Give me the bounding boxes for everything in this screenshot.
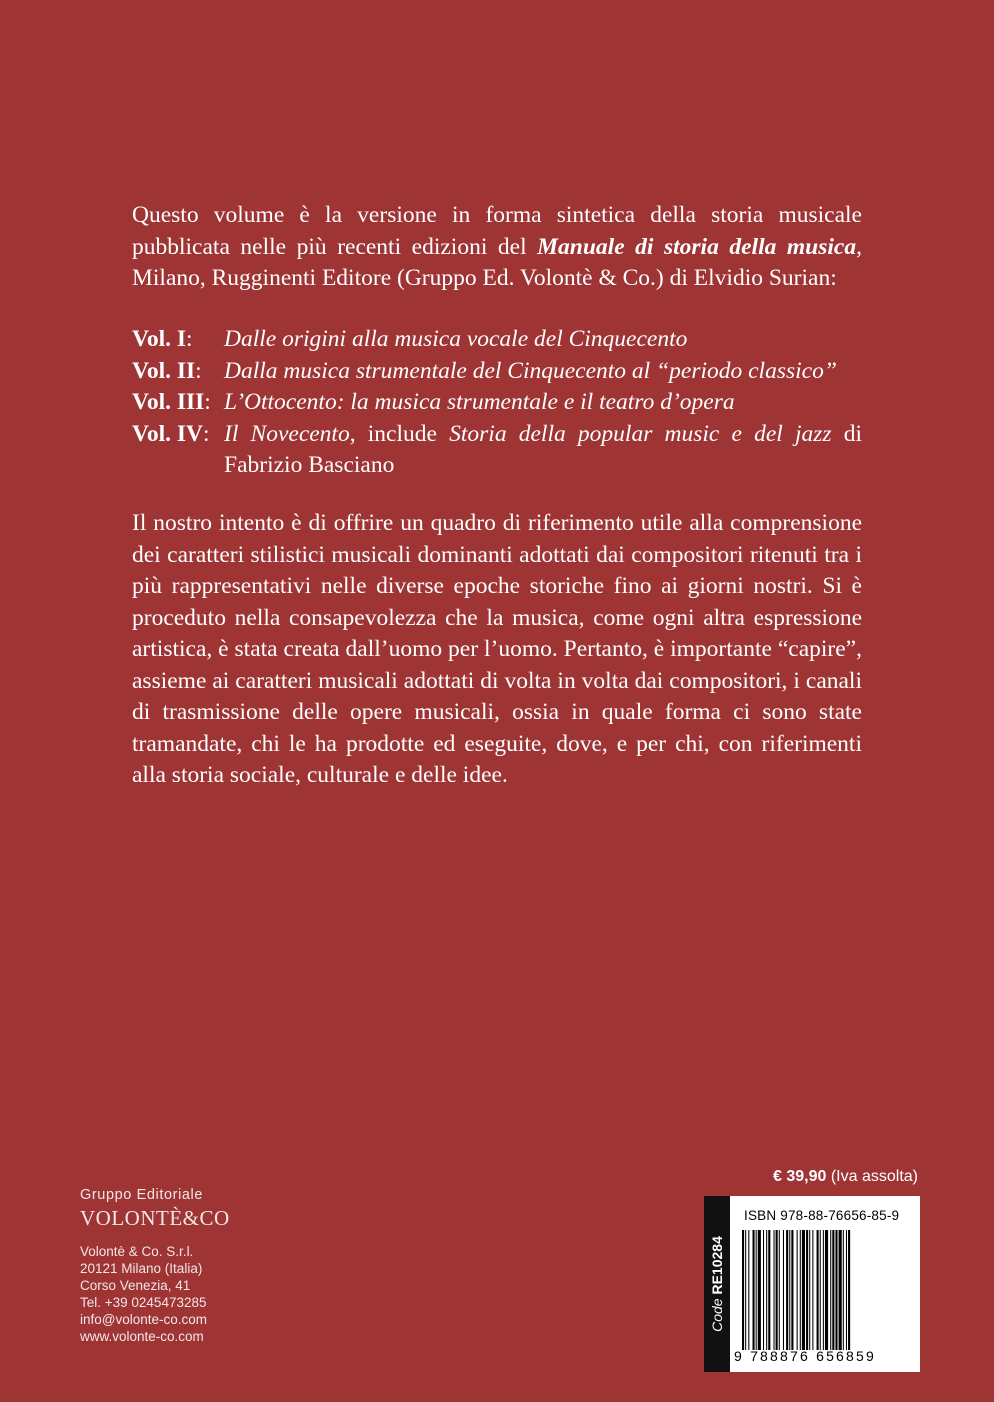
publisher-info: [80, 1186, 230, 1345]
description-paragraph: Il nostro intento è di offrire un quadro di riferimento utile alla comprensione dei caratteri stilistici musicali dominanti adottati dai compositori ritenuti tra i più rappresentativi nelle diverse epoche storiche fino ai giorni nostri. Si è proceduto nella consapevolezza che la musica, come ogni altra espressione artistica, è stata creata dall’uomo per l’uomo. Pertanto, è importante “capire”, assieme ai caratteri musicali adottati di volta in volta dai compositori, i canali di trasmissione delle opere musicali, ossia in quale forma ci sono state tramandate, chi le ha prodotte ed eseguite, dove, e per chi, con riferimenti alla storia sociale, culturale e delle idee.: [132, 510, 862, 788]
barcode-bar: [839, 1230, 842, 1350]
barcode-bar: [783, 1230, 784, 1350]
publisher-logo: VOLONTÈ&CO: [80, 1206, 230, 1230]
barcode-bar: [774, 1230, 775, 1350]
barcode-bar: [848, 1230, 850, 1350]
code-label: Code: [709, 1298, 725, 1332]
barcode-bar: [742, 1230, 744, 1350]
manual-title: Manuale di storia della musica: [537, 233, 857, 260]
barcode-bar: [825, 1230, 828, 1350]
price-label: [773, 1168, 918, 1186]
publisher-address: [80, 1243, 230, 1345]
barcode-bar: [763, 1230, 764, 1350]
barcode-bar: [753, 1230, 755, 1350]
barcode-bar: [766, 1230, 767, 1350]
barcode-bar: [820, 1230, 821, 1350]
barcode-bar: [800, 1230, 801, 1350]
code-strip: [704, 1196, 730, 1372]
publisher-group: Gruppo Editoriale: [80, 1187, 204, 1203]
volume-item: Vol. I: Dalle origini alla musica vocale del Cinquecento: [132, 324, 862, 356]
barcode-bar: [797, 1230, 798, 1350]
barcode-bar: [756, 1230, 757, 1350]
volume-item: Vol. II: Dalla musica strumentale del Cinquecento al “periodo classico”: [132, 356, 862, 388]
isbn-number: ISBN 978-88-76656-85-9: [744, 1208, 900, 1223]
barcode-bar: [823, 1230, 824, 1350]
intro-paragraph: [132, 200, 862, 295]
barcode-bar: [806, 1230, 808, 1350]
volume-title: Il Novecento, include Storia della popular music e del jazz di Fabrizio Basciano: [224, 420, 863, 478]
barcode-bar: [786, 1230, 788, 1350]
volume-title: Dalla musica strumentale del Cinquecento al “periodo classico”: [224, 357, 837, 384]
barcode-bar: [809, 1230, 810, 1350]
volume-number: Vol. I: [132, 326, 186, 352]
barcode-bars: [742, 1230, 912, 1350]
barcode-bar: [779, 1230, 780, 1350]
barcode-box: [704, 1196, 920, 1372]
volume-item: Vol. IV: Il Novecento, include Storia della popular music e del jazz di Fabrizio Basciano: [132, 419, 862, 482]
volume-title: Dalle origini alla musica vocale del Cinquecento: [224, 326, 688, 352]
barcode-bar: [846, 1230, 847, 1350]
barcode-bar: [835, 1230, 837, 1350]
address-line: Corso Venezia, 41: [80, 1278, 191, 1293]
price-note: (Iva assolta): [826, 1168, 918, 1185]
barcode-bar: [748, 1230, 749, 1350]
intro-text: Questo volume è la versione in forma sintetica della storia musicale pubblicata nelle più recenti edizioni del: [132, 202, 862, 260]
volume-title: L’Ottocento: la musica strumentale e il teatro d’opera: [224, 389, 735, 415]
address-line: Volontè & Co. S.r.l.: [80, 1244, 194, 1259]
website-link[interactable]: www.volonte-co.com: [80, 1329, 204, 1344]
email-link[interactable]: info@volonte-co.com: [80, 1312, 208, 1327]
volume-number: Vol. III: [132, 389, 205, 415]
code-value: RE10284: [709, 1236, 725, 1295]
barcode-bar: [832, 1230, 834, 1350]
address-line: 20121 Milano (Italia): [80, 1261, 203, 1276]
volume-number: Vol. II: [132, 357, 196, 384]
barcode-bar: [830, 1230, 831, 1350]
barcode-bar: [758, 1230, 761, 1350]
barcode-bar: [817, 1230, 819, 1350]
barcode-bar: [843, 1230, 844, 1350]
barcode-digits: 9 788876 656859: [734, 1348, 876, 1364]
barcode-bar: [789, 1230, 790, 1350]
volume-item: Vol. III: L’Ottocento: la musica strumentale e il teatro d’opera: [132, 387, 862, 419]
price-amount: € 39,90: [773, 1168, 827, 1185]
barcode-bar: [776, 1230, 778, 1350]
barcode-bar: [768, 1230, 770, 1350]
barcode-bar: [802, 1230, 805, 1350]
volume-list: [132, 324, 862, 482]
address-line: Tel. +39 0245473285: [80, 1295, 207, 1310]
intro-text-end: , Milano, Rugginenti Editore (Gruppo Ed. Volontè & Co.) di Elvidio Surian:: [132, 233, 862, 291]
barcode-bar: [745, 1230, 746, 1350]
barcode-bar: [791, 1230, 793, 1350]
barcode-bar: [812, 1230, 813, 1350]
volume-number: Vol. IV: [132, 420, 203, 447]
